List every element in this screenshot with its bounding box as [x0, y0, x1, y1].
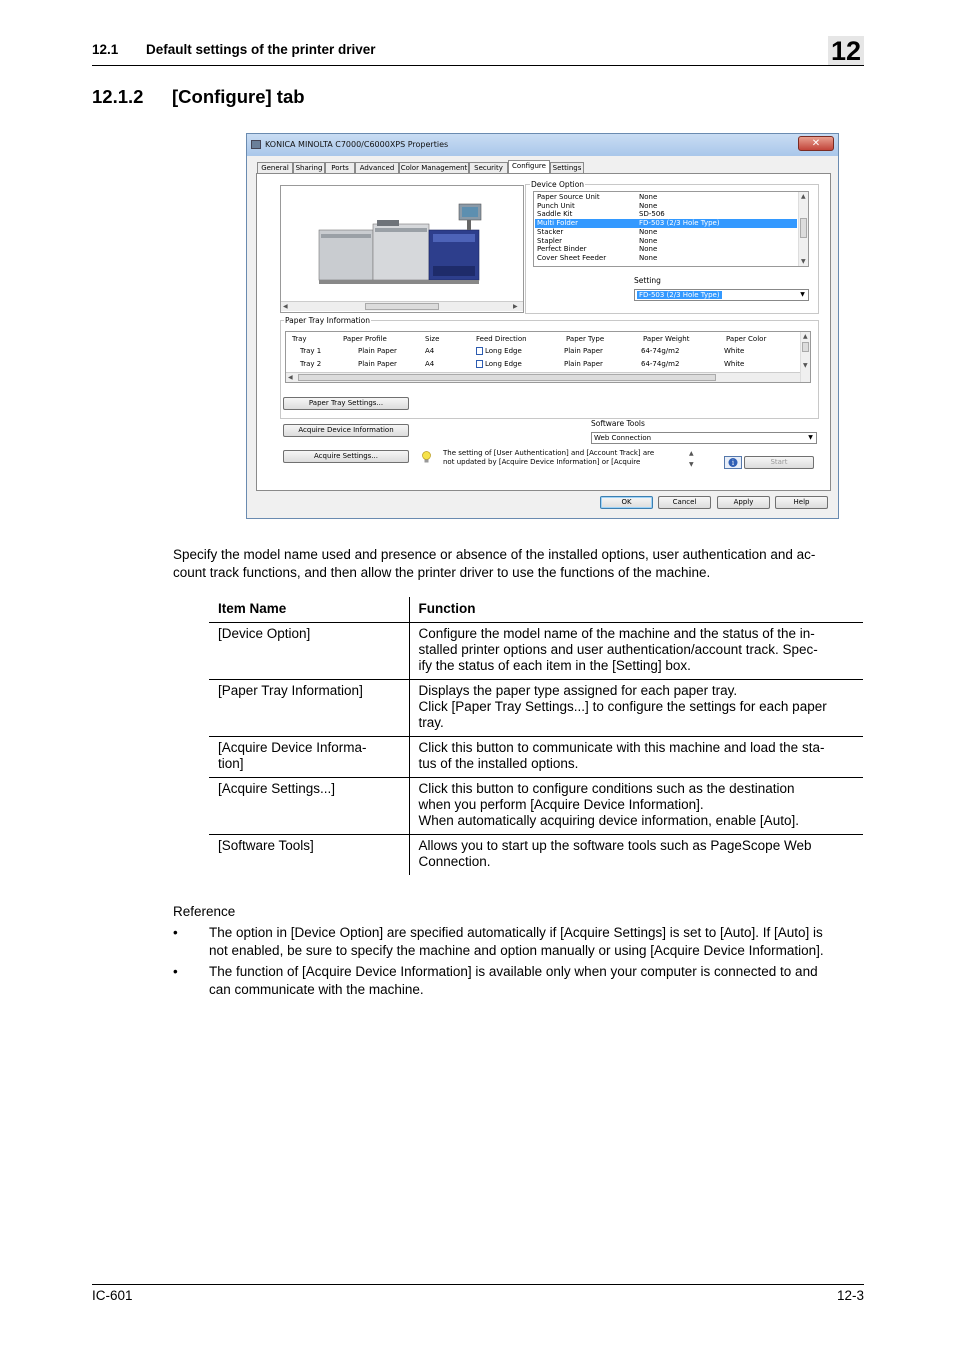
item-paper-tray-information: [Paper Tray Information] — [209, 680, 409, 737]
table-header-row — [209, 597, 863, 623]
software-tools-label: Software Tools — [591, 419, 645, 428]
table-row — [209, 835, 863, 876]
device-option-name: Perfect Binder — [537, 245, 587, 254]
paper-tray-cell: Tray 1 — [300, 347, 322, 355]
paper-tray-hscroll-thumb[interactable] — [298, 374, 716, 381]
col-paper-color: Paper Color — [726, 335, 767, 343]
device-option-value: None — [639, 245, 658, 254]
properties-dialog-screenshot — [246, 133, 839, 519]
reference-line: can communicate with the machine. — [209, 982, 424, 997]
document-icon — [476, 360, 483, 368]
device-option-label: Device Option — [531, 180, 585, 189]
bullet: • — [173, 964, 178, 979]
paper-tray-settings-button[interactable]: Paper Tray Settings... — [283, 397, 409, 410]
item-device-option: [Device Option] — [209, 623, 409, 680]
tab-security[interactable]: Security — [469, 162, 508, 174]
device-option-value: None — [639, 193, 658, 201]
item-function-table — [209, 597, 863, 875]
header-section-number: 12.1 — [92, 42, 119, 57]
header-section-title: Default settings of the printer driver — [146, 42, 376, 57]
device-option-value: None — [639, 227, 658, 236]
document-icon — [476, 347, 483, 355]
dialog-titlebar — [247, 134, 838, 156]
message-line-1: The setting of [User Authentication] and [Account Track] are — [443, 449, 655, 457]
close-button[interactable]: ✕ — [798, 136, 834, 151]
help-button[interactable]: Help — [775, 496, 828, 509]
cancel-button[interactable]: Cancel — [658, 496, 711, 509]
intro-line-1: Specify the model name used and presence or absence of the installed options, user authentication and ac- — [173, 547, 816, 562]
device-option-row[interactable] — [535, 193, 797, 202]
item-acquire-settings: [Acquire Settings...] — [209, 778, 409, 835]
printer-machine-image — [281, 186, 523, 298]
device-option-scroll-thumb[interactable] — [800, 218, 807, 238]
chevron-down-icon[interactable]: ▼ — [800, 291, 805, 298]
function-cell — [409, 680, 863, 737]
col-function: Function — [418, 601, 476, 616]
feed-direction-text: Long Edge — [485, 359, 522, 368]
tab-advanced[interactable]: Advanced — [355, 162, 399, 174]
function-cell — [409, 778, 863, 835]
svg-text:i: i — [731, 459, 735, 467]
device-option-row[interactable] — [535, 237, 797, 246]
table-row — [209, 680, 863, 737]
scroll-down-icon[interactable]: ▼ — [803, 362, 808, 369]
intro-line-2: count track functions, and then allow the printer driver to use the functions of the machine. — [173, 565, 711, 580]
start-button[interactable]: Start — [744, 456, 814, 469]
device-option-name: Punch Unit — [537, 201, 575, 210]
scroll-up-icon[interactable]: ▲ — [801, 193, 806, 200]
reference-label: Reference — [173, 904, 236, 919]
function-line: Click this button to communicate with this machine and load the sta- — [418, 740, 825, 755]
reference-text — [209, 963, 865, 999]
paper-tray-cell: Plain Paper — [564, 359, 603, 368]
message-scroll-down-icon[interactable]: ▼ — [689, 461, 694, 468]
table-row — [209, 778, 863, 835]
function-line: Click [Paper Tray Settings...] to configure the settings for each paper — [418, 699, 827, 714]
paper-tray-cell — [476, 345, 522, 357]
tab-configure[interactable]: Configure — [508, 160, 550, 175]
footer-page-number: 12-3 — [836, 1288, 864, 1303]
heading-title: [Configure] tab — [172, 86, 305, 107]
running-header — [92, 42, 376, 57]
reference-line: The function of [Acquire Device Information] is available only when your computer is connected to and — [209, 964, 818, 979]
setting-label: Setting — [634, 276, 661, 285]
device-option-row[interactable] — [535, 210, 797, 219]
paper-tray-cell: Plain Paper — [564, 347, 603, 355]
device-option-value: None — [639, 236, 658, 245]
setting-combo[interactable] — [634, 289, 809, 301]
paper-tray-cell: A4 — [425, 359, 435, 368]
function-line: ify the status of each item in the [Setting] box. — [418, 658, 691, 673]
function-cell — [409, 835, 863, 876]
reference-line: The option in [Device Option] are specified automatically if [Acquire Settings] is set to [Auto]. If [Auto] is — [209, 925, 823, 940]
function-line: tray. — [418, 715, 444, 730]
col-size: Size — [425, 335, 440, 343]
paper-tray-cell: Plain Paper — [358, 359, 397, 368]
col-feed-direction: Feed Direction — [476, 335, 527, 343]
item-acquire-device-information — [209, 737, 409, 778]
lightbulb-icon — [421, 451, 432, 464]
item-line: tion] — [218, 756, 244, 771]
device-option-name: Cover Sheet Feeder — [537, 253, 607, 262]
tab-general[interactable]: General — [257, 162, 293, 174]
function-line: stalled printer options and user authentication/account track. Spec- — [418, 642, 818, 657]
function-line: tus of the installed options. — [418, 756, 579, 771]
table-row — [209, 737, 863, 778]
function-line: Connection. — [418, 854, 491, 869]
authentication-message — [443, 449, 693, 466]
paper-tray-hscroll[interactable] — [286, 372, 801, 382]
paper-tray-cell: 64-74g/m2 — [641, 359, 680, 368]
acquire-settings-button[interactable]: Acquire Settings... — [283, 450, 409, 463]
paper-tray-cell: Tray 2 — [300, 359, 322, 368]
table-row — [209, 623, 863, 680]
header-rule — [92, 65, 864, 66]
apply-button[interactable]: Apply — [717, 496, 770, 509]
paper-tray-header-row — [286, 334, 801, 344]
preview-scrollbar[interactable] — [281, 301, 523, 311]
col-paper-type: Paper Type — [566, 335, 605, 343]
function-line: Configure the model name of the machine and the status of the in- — [418, 626, 815, 641]
function-line: Displays the paper type assigned for each paper tray. — [418, 683, 738, 698]
bullet: • — [173, 925, 178, 940]
device-option-row[interactable] — [535, 202, 797, 211]
function-line: When automatically acquiring device information, enable [Auto]. — [418, 813, 799, 828]
table-row[interactable] — [286, 358, 801, 370]
scroll-down-icon[interactable]: ▼ — [801, 258, 806, 265]
col-paper-weight: Paper Weight — [643, 335, 690, 343]
heading-number: 12.1.2 — [92, 86, 144, 107]
scroll-right-icon[interactable]: ▶ — [513, 303, 518, 310]
paper-tray-vscroll[interactable] — [800, 332, 810, 382]
item-software-tools: [Software Tools] — [209, 835, 409, 876]
info-icon[interactable] — [724, 456, 742, 469]
paper-tray-cell: White — [724, 347, 745, 355]
function-cell — [409, 737, 863, 778]
paper-tray-cell: 64-74g/m2 — [641, 347, 680, 355]
machine-preview — [280, 185, 524, 313]
paper-tray-vscroll-thumb[interactable] — [802, 342, 809, 352]
col-tray: Tray — [292, 335, 307, 343]
tab-sharing[interactable]: Sharing — [293, 162, 325, 174]
tab-ports[interactable]: Ports — [325, 162, 355, 174]
dialog-title: KONICA MINOLTA C7000/C6000XPS Properties — [265, 140, 449, 149]
paper-tray-cell: A4 — [425, 347, 435, 355]
device-option-name: Stacker — [537, 227, 564, 236]
printer-icon — [251, 140, 261, 149]
footer-product: IC-601 — [92, 1288, 133, 1303]
feed-direction-text: Long Edge — [485, 347, 522, 355]
section-heading — [92, 86, 305, 108]
table-row[interactable] — [286, 345, 801, 357]
col-item-name: Item Name — [209, 597, 409, 623]
paper-tray-list[interactable] — [285, 331, 811, 383]
paper-tray-cell: Plain Paper — [358, 347, 397, 355]
message-scroll-up-icon[interactable]: ▲ — [689, 450, 694, 457]
configure-panel — [256, 173, 831, 491]
intro-paragraph — [173, 546, 865, 582]
software-tools-value: Web Connection — [594, 434, 652, 442]
message-line-2: not updated by [Acquire Device Information] or [Acquire — [443, 457, 641, 466]
device-option-value: None — [639, 253, 658, 262]
function-line: when you perform [Acquire Device Information]. — [418, 797, 704, 812]
device-option-value: None — [639, 201, 658, 210]
chevron-down-icon[interactable]: ▼ — [808, 434, 813, 441]
device-option-name: Paper Source Unit — [537, 193, 600, 201]
reference-line: not enabled, be sure to specify the machine and option manually or using [Acquire Device Information]. — [209, 943, 824, 958]
preview-scroll-thumb[interactable] — [365, 303, 439, 310]
paper-tray-cell — [476, 358, 522, 370]
tab-settings[interactable]: Settings — [550, 162, 584, 174]
software-tools-combo[interactable] — [591, 432, 817, 444]
scroll-left-icon[interactable]: ◀ — [283, 303, 288, 310]
item-line: [Acquire Device Informa- — [218, 740, 367, 755]
function-line: Click this button to configure conditions such as the destination — [418, 781, 795, 796]
paper-tray-label: Paper Tray Information — [285, 316, 371, 325]
paper-tray-cell: White — [724, 359, 745, 368]
device-option-name: Saddle Kit — [537, 210, 573, 219]
device-option-value: FD-503 (2/3 Hole Type) — [639, 219, 720, 228]
device-option-list[interactable] — [533, 191, 809, 267]
function-line: Allows you to start up the software tools such as PageScope Web — [418, 838, 812, 853]
device-option-name: Multi Folder — [537, 219, 578, 228]
setting-value: FD-503 (2/3 Hole Type) — [639, 291, 720, 299]
acquire-device-information-button[interactable]: Acquire Device Information — [283, 424, 409, 437]
ok-button[interactable]: OK — [600, 496, 653, 509]
scroll-up-icon[interactable]: ▲ — [803, 333, 808, 340]
device-option-name: Stapler — [537, 236, 563, 245]
device-option-value: SD-506 — [639, 210, 665, 219]
footer-rule — [92, 1284, 864, 1285]
device-option-row[interactable] — [535, 219, 797, 228]
function-cell — [409, 623, 863, 680]
reference-text — [209, 924, 865, 960]
col-paper-profile: Paper Profile — [343, 335, 387, 343]
device-option-row[interactable] — [535, 228, 797, 237]
tab-color-management[interactable]: Color Management — [400, 164, 468, 172]
scroll-left-icon[interactable]: ◀ — [288, 374, 293, 381]
device-option-scrollbar[interactable] — [798, 192, 808, 266]
device-option-row[interactable] — [535, 254, 797, 263]
chapter-number: 12 — [828, 36, 864, 66]
device-option-row[interactable] — [535, 245, 797, 254]
